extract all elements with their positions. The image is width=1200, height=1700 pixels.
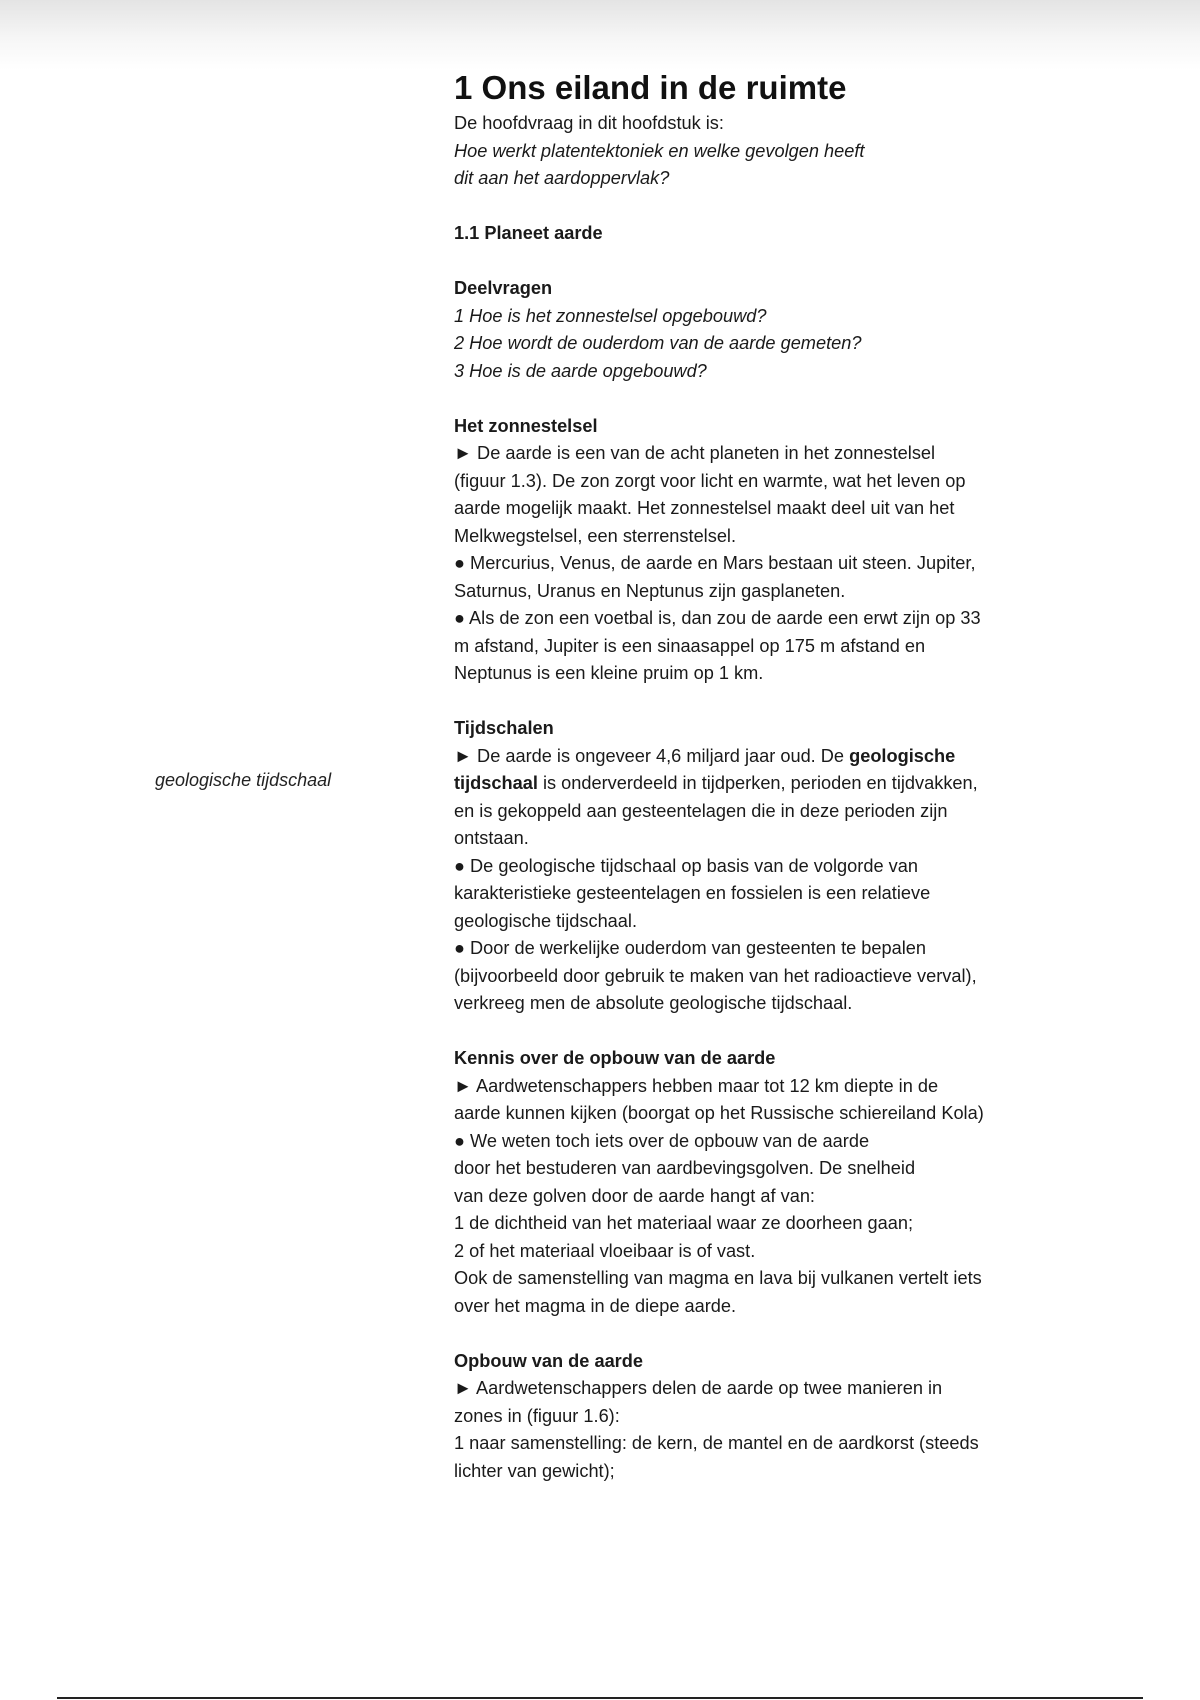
paragraph-line: en is gekoppeld aan gesteentelagen die in deze perioden zijn — [454, 800, 948, 821]
key-term: geologische — [849, 745, 956, 766]
paragraph-line: verkreeg men de absolute geologische tijdschaal. — [454, 993, 853, 1013]
paragraph-line: ● We weten toch iets over de opbouw van de aarde — [454, 1130, 870, 1151]
paragraph-line: ● De geologische tijdschaal op basis van de volgorde van — [454, 855, 918, 876]
paragraph-line: aarde kunnen kijken (boorgat op het Russische schiereiland Kola) — [454, 1103, 984, 1123]
page-content — [454, 66, 1074, 1485]
paragraph-line: aarde mogelijk maakt. Het zonnestelsel maakt deel uit van het — [454, 498, 955, 518]
paragraph-line: lichter van gewicht); — [454, 1460, 615, 1481]
paragraph-line: Ook de samenstelling van magma en lava bij vulkanen vertelt iets — [454, 1268, 982, 1288]
main-question-line: Hoe werkt platentektoniek en welke gevolgen heeft — [454, 140, 865, 161]
paragraph-line: Melkwegstelsel, een sterrenstelsel. — [454, 525, 737, 546]
paragraph-line: ► Aardwetenschappers delen de aarde op twee manieren in — [454, 1378, 943, 1398]
chapter-title: 1 Ons eiland in de ruimte — [454, 69, 847, 106]
paragraph-line: ► Aardwetenschappers hebben maar tot 12 km diepte in de — [454, 1075, 939, 1096]
paragraph-line: 1 de dichtheid van het materiaal waar ze doorheen gaan; — [454, 1213, 914, 1233]
subquestion-item: 1 Hoe is het zonnestelsel opgebouwd? — [454, 305, 767, 326]
paragraph-line: over het magma in de diepe aarde. — [454, 1295, 737, 1316]
subquestions-heading: Deelvragen — [454, 278, 553, 298]
section-title: 1.1 Planeet aarde — [454, 223, 603, 243]
paragraph-line: ► De aarde is een van de acht planeten in het zonnestelsel — [454, 443, 936, 463]
paragraph-line: Neptunus is een kleine pruim op 1 km. — [454, 663, 764, 683]
paragraph-line: ● Als de zon een voetbal is, dan zou de aarde een erwt zijn op 33 — [454, 608, 981, 628]
paragraph-line: Saturnus, Uranus en Neptunus zijn gasplaneten. — [454, 580, 846, 601]
paragraph-line: zones in (figuur 1.6): — [454, 1405, 620, 1426]
top-shade — [0, 0, 1200, 70]
zonnestelsel-heading: Het zonnestelsel — [454, 415, 598, 436]
margin-note: geologische tijdschaal — [155, 770, 332, 790]
subquestion-item: 3 Hoe is de aarde opgebouwd? — [454, 360, 707, 381]
paragraph-line: ● Door de werkelijke ouderdom van gesteenten te bepalen — [454, 938, 927, 958]
paragraph-line: van deze golven door de aarde hangt af van: — [454, 1185, 815, 1206]
kennis-heading: Kennis over de opbouw van de aarde — [454, 1048, 776, 1068]
subquestion-item: 2 Hoe wordt de ouderdom van de aarde gemeten? — [454, 333, 862, 353]
tijdschalen-heading: Tijdschalen — [454, 718, 554, 738]
paragraph-line: (bijvoorbeeld door gebruik te maken van het radioactieve verval), — [454, 965, 977, 986]
bottom-rule — [57, 1697, 1143, 1699]
paragraph-line: (figuur 1.3). De zon zorgt voor licht en warmte, wat het leven op — [454, 470, 966, 491]
paragraph-line: 2 of het materiaal vloeibaar is of vast. — [454, 1240, 756, 1261]
line-text: ► De aarde is ongeveer 4,6 miljard jaar oud. De — [454, 745, 850, 766]
opbouw-heading: Opbouw van de aarde — [454, 1350, 643, 1371]
paragraph-line: door het bestuderen van aardbevingsgolven. De snelheid — [454, 1158, 916, 1178]
paragraph-line: ● Mercurius, Venus, de aarde en Mars bestaan uit steen. Jupiter, — [454, 553, 976, 573]
paragraph-line: ontstaan. — [454, 828, 529, 848]
paragraph-line: 1 naar samenstelling: de kern, de mantel en de aardkorst (steeds — [454, 1433, 979, 1453]
intro-lead: De hoofdvraag in dit hoofdstuk is: — [454, 113, 724, 133]
paragraph-line: karakteristieke gesteentelagen en fossielen is een relatieve — [454, 883, 931, 903]
line-text: is onderverdeeld in tijdperken, perioden en tijdvakken, — [537, 773, 978, 793]
main-question-line: dit aan het aardoppervlak? — [454, 168, 670, 188]
paragraph-line — [454, 770, 1074, 798]
key-term: tijdschaal — [454, 773, 538, 793]
paragraph-line: m afstand, Jupiter is een sinaasappel op 175 m afstand en — [454, 635, 926, 656]
paragraph-line: geologische tijdschaal. — [454, 910, 638, 931]
paragraph-line — [454, 743, 1074, 771]
